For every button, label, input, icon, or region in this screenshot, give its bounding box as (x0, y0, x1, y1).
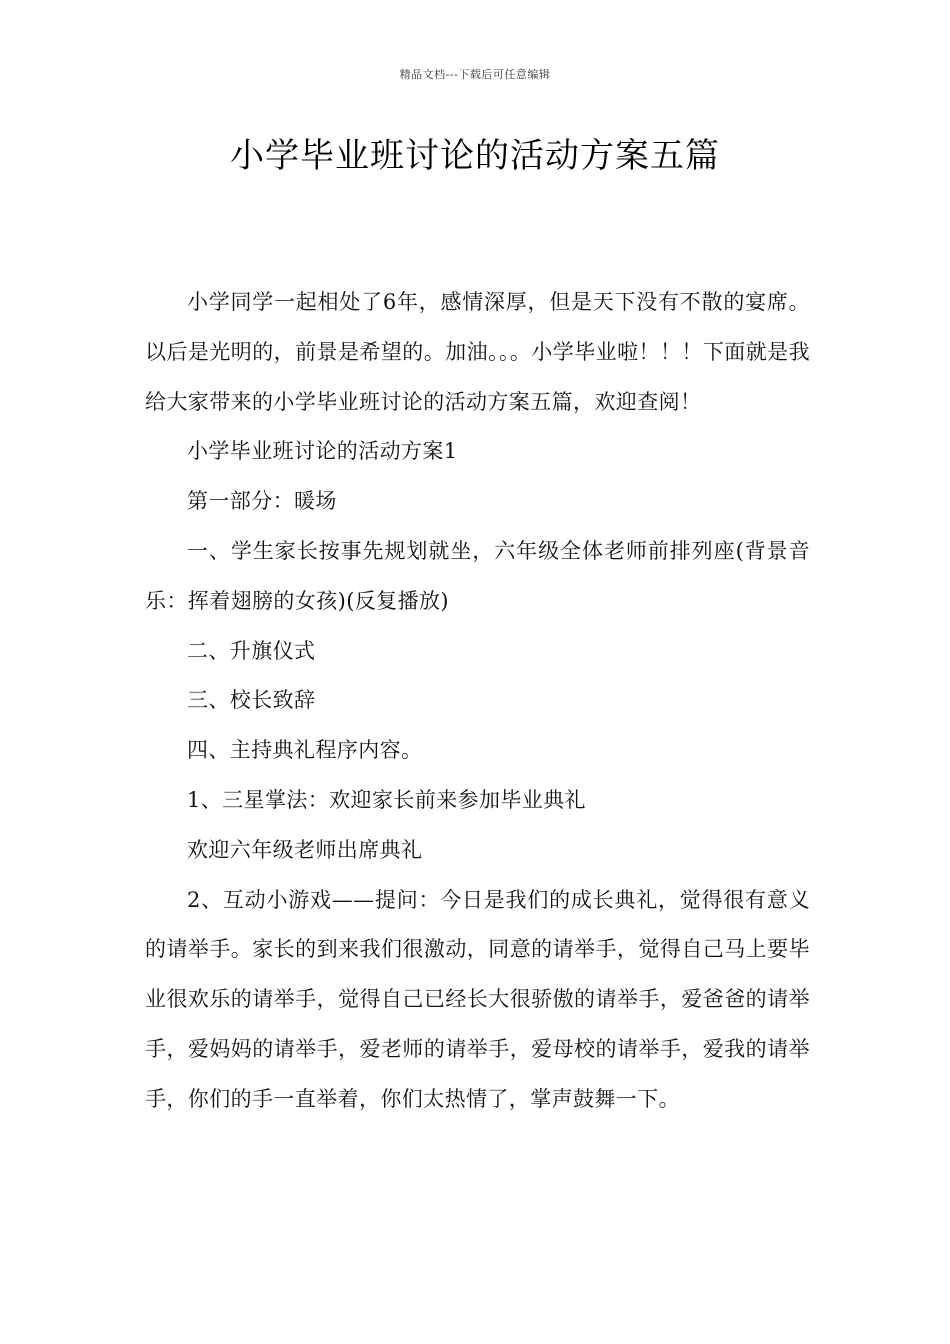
paragraph-item-three: 三、校长致辞 (187, 688, 316, 713)
paragraph-item-two: 二、升旗仪式 (187, 638, 316, 663)
paragraph-welcome-teachers: 欢迎六年级老师出席典礼 (187, 837, 423, 862)
paragraph-sub-two: 2、互动小游戏——提问：今日是我们的成长典礼，觉得很有意义的请举手。家长的到来我们很激动，同意的请举手，觉得自己马上要毕业很欢乐的请举手，觉得自己已经长大很骄傲的请举手，爱爸爸的请举手，爱妈妈的请举手，爱老师的请举手，爱母校的请举手，爱我的请举手，你们的手一直举着，你们太热情了，掌声鼓舞一下。 (145, 887, 810, 1111)
paragraph-sub-one: 1、三星掌法：欢迎家长前来参加毕业典礼 (187, 787, 586, 812)
paragraph-item-four: 四、主持典礼程序内容。 (187, 738, 423, 763)
paragraph-intro: 小学同学一起相处了6年，感情深厚，但是天下没有不散的宴席。以后是光明的，前景是希望的。加油。。。小学毕业啦！！！下面就是我给大家带来的小学毕业班讨论的活动方案五篇，欢迎查阅！ (145, 290, 810, 414)
paragraph-item-one: 一、学生家长按事先规划就坐，六年级全体老师前排列座(背景音乐：挥着翅膀的女孩)(反复播放) (145, 538, 810, 613)
paragraph-plan-heading: 小学毕业班讨论的活动方案1 (187, 439, 458, 464)
paragraph-part-one: 第一部分：暖场 (187, 489, 337, 514)
document-body (145, 278, 810, 1125)
document-title: 小学毕业班讨论的活动方案五篇 (230, 136, 720, 176)
header-note: 精品文档---下载后可任意编辑 (399, 68, 551, 81)
